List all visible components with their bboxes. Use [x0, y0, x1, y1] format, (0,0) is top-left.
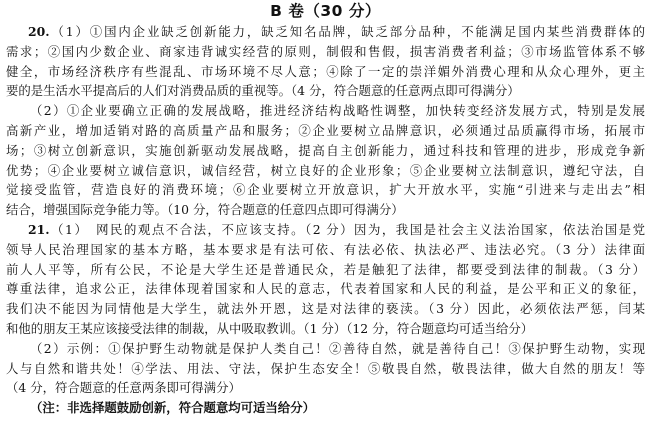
q21-line-1	[6, 220, 645, 240]
q20-line-1	[6, 22, 645, 42]
q20-p1-text-1: （1）①国内企业缺乏创新能力，缺乏知名品牌，缺乏部分品种，不能满足国内某些消费群体的	[49, 24, 645, 39]
q20-p1-line-4: 要的是生活水平提高后的人们对消费品质的重视等。（4 分，符合题意的任意两点即可得满分）	[6, 83, 520, 99]
q20-number: 20.	[28, 24, 50, 39]
q20-p2-line-6: 结合，增强国际竞争能力等。（10 分，符合题意的任意四点即可得满分）	[6, 202, 404, 218]
q21-p1-line-3: 前人人平等，所有公民，不论是大学生还是普通民众，若是触犯了法律，都要受到法律的制裁。（3 分）	[6, 261, 645, 277]
q21-p1-line-2: 领导人民治理国家的基本方略，基本要求是有法可依、有法必依、执法必严、违法必究。（3 分）法律面	[6, 241, 645, 257]
q20-p1-line-3: 健全，市场经济秩序有些混乱、市场环境不尽人意；④除了一定的崇洋媚外消费心理和从众心理外，更主	[6, 63, 645, 79]
q21-p1-line-4: 尊重法律，追求公正，法律体现着国家和人民的意志，代表着国家和人民的利益，是公平和正义的象征，	[6, 281, 645, 297]
q21-number: 21.	[28, 221, 50, 237]
section-title: B 卷（30 分）	[270, 2, 381, 20]
q20-p1-line-2: 需求；②国内少数企业、商家违背诚实经营的原则，制假和售假，损害消费者利益；③市场监管体系不够	[6, 43, 645, 59]
q21-p1-text-1: （1） 网民的观点不合法，不应该支持。（2 分）因为，我国是社会主义法治国家，依法治国是党	[49, 221, 645, 237]
q20-p2-line-4: 优势；④企业要树立诚信意识，诚信经营，树立良好的企业形象；⑤企业要树立法制意识，遵纪守法，自	[6, 162, 645, 178]
q20-p2-line-2: 高新产业，增加适销对路的高质量产品和服务；②企业要树立品牌意识，必须通过品质赢得市场，拓展市	[6, 122, 645, 138]
q21-p2-line-1: （2）示例：①保护野生动物就是保护人类自己！②善待自然，就是善待自己！③保护野生动物，实现	[30, 340, 645, 356]
q20-p2-line-1: （2）①企业要确立正确的发展战略，推进经济结构战略性调整，加快转变经济发展方式，特别是发展	[30, 103, 645, 119]
q21-p1-line-6: 和他的朋友王某应该接受法律的制裁，从中吸取教训。（1 分）（12 分，符合题意均可适当给分）	[6, 320, 534, 336]
q20-p2-line-3: 场；③树立创新意识，实施创新驱动发展战略，提高自主创新能力，通过科技和管理的进步，形成竞争新	[6, 142, 645, 158]
q21-p2-line-3: （4 分，符合题意的任意两条即可得满分）	[6, 380, 241, 396]
q21-p1-line-5: 我们决不能因为同情他是大学生，就法外开恩，这是对法律的亵渎。（3 分）因此，必须依法严惩，闫某	[6, 301, 645, 317]
q20-p2-line-5: 觉接受监管，营造良好的消费环境；⑥企业要树立开放意识，扩大开放水平，实施“引进来与走出去”相	[6, 182, 645, 198]
grading-note: （注：非选择题鼓励创新，符合题意均可适当给分）	[30, 400, 315, 416]
q21-p2-line-2: 人与自然和谐共处！④学法、用法、守法，保护生态安全！⑤敬畏自然，敬畏法律，做大自然的朋友！等	[6, 360, 645, 376]
